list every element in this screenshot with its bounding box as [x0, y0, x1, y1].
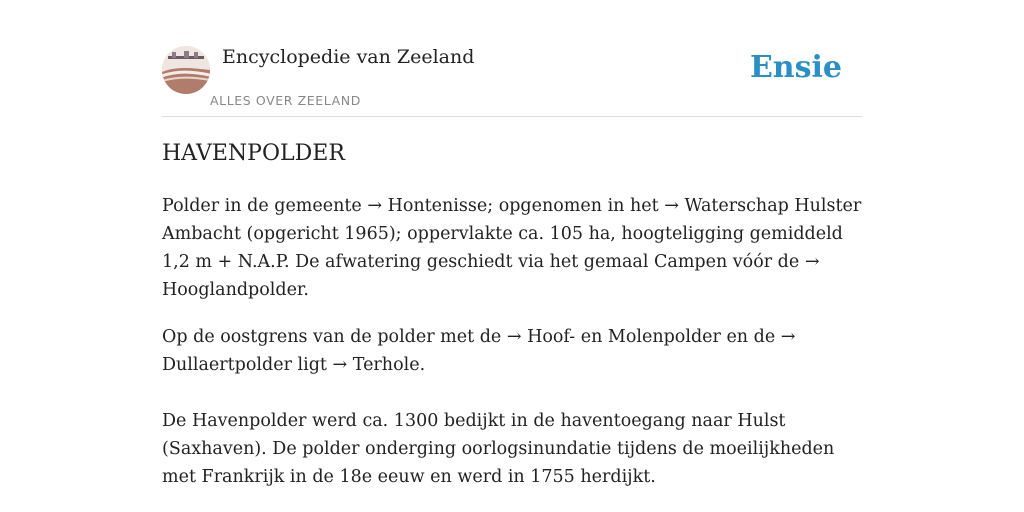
arrow-right-icon: → [804, 252, 820, 272]
text-segment: en de [720, 327, 781, 347]
article-paragraph-3: De Havenpolder werd ca. 1300 bedijkt in de haventoegang naar Hulst (Saxhaven). De polder onderging oorlogsinundatie tijdens de moeilijkheden met Frankrijk in de 18e eeuw en werd in 1755 herdijkt. [162, 411, 835, 487]
arrow-right-icon: → [780, 327, 796, 347]
text-segment: Op de oostgrens van de polder met de [162, 327, 507, 347]
text-segment: . [419, 355, 426, 375]
article-paragraph-2 [162, 323, 872, 379]
arrow-right-icon: → [664, 196, 679, 216]
text-segment: (opgericht 1965); oppervlakte ca. 105 ha, hoogteligging gemiddeld 1,2 m + N.A.P. De afwatering geschiedt via het gemaal Campen vóór de [162, 224, 843, 272]
article-paragraph-1 [162, 192, 872, 304]
text-segment: ; opgenomen in het [487, 196, 665, 216]
link-hooglandpolder[interactable]: Hooglandpolder [162, 280, 304, 300]
arrow-right-icon: → [367, 196, 382, 216]
text-segment: Polder in de gemeente [162, 196, 368, 216]
ensie-logo-link[interactable]: Ensie [749, 50, 842, 85]
link-hontenisse[interactable]: Hontenisse [387, 196, 488, 216]
arrow-right-icon: → [506, 327, 522, 347]
text-segment: . [303, 280, 309, 300]
site-tagline: ALLES OVER ZEELAND [210, 93, 361, 108]
book-avatar-icon[interactable] [162, 46, 210, 94]
link-terhole[interactable]: Terhole [352, 355, 420, 375]
text-segment: ligt [291, 355, 333, 375]
link-waterschap-hulster-ambacht[interactable]: Waterschap Hulster Ambacht [162, 196, 862, 244]
site-header [162, 40, 862, 117]
article-title: HAVENPOLDER [162, 141, 345, 166]
arrow-right-icon: → [332, 355, 348, 375]
link-dullaertpolder[interactable]: Dullaertpolder [162, 355, 292, 375]
site-title[interactable]: Encyclopedie van Zeeland [222, 46, 475, 68]
link-hoof-en-molenpolder[interactable]: Hoof- en Molenpolder [527, 327, 721, 347]
article [162, 138, 872, 491]
